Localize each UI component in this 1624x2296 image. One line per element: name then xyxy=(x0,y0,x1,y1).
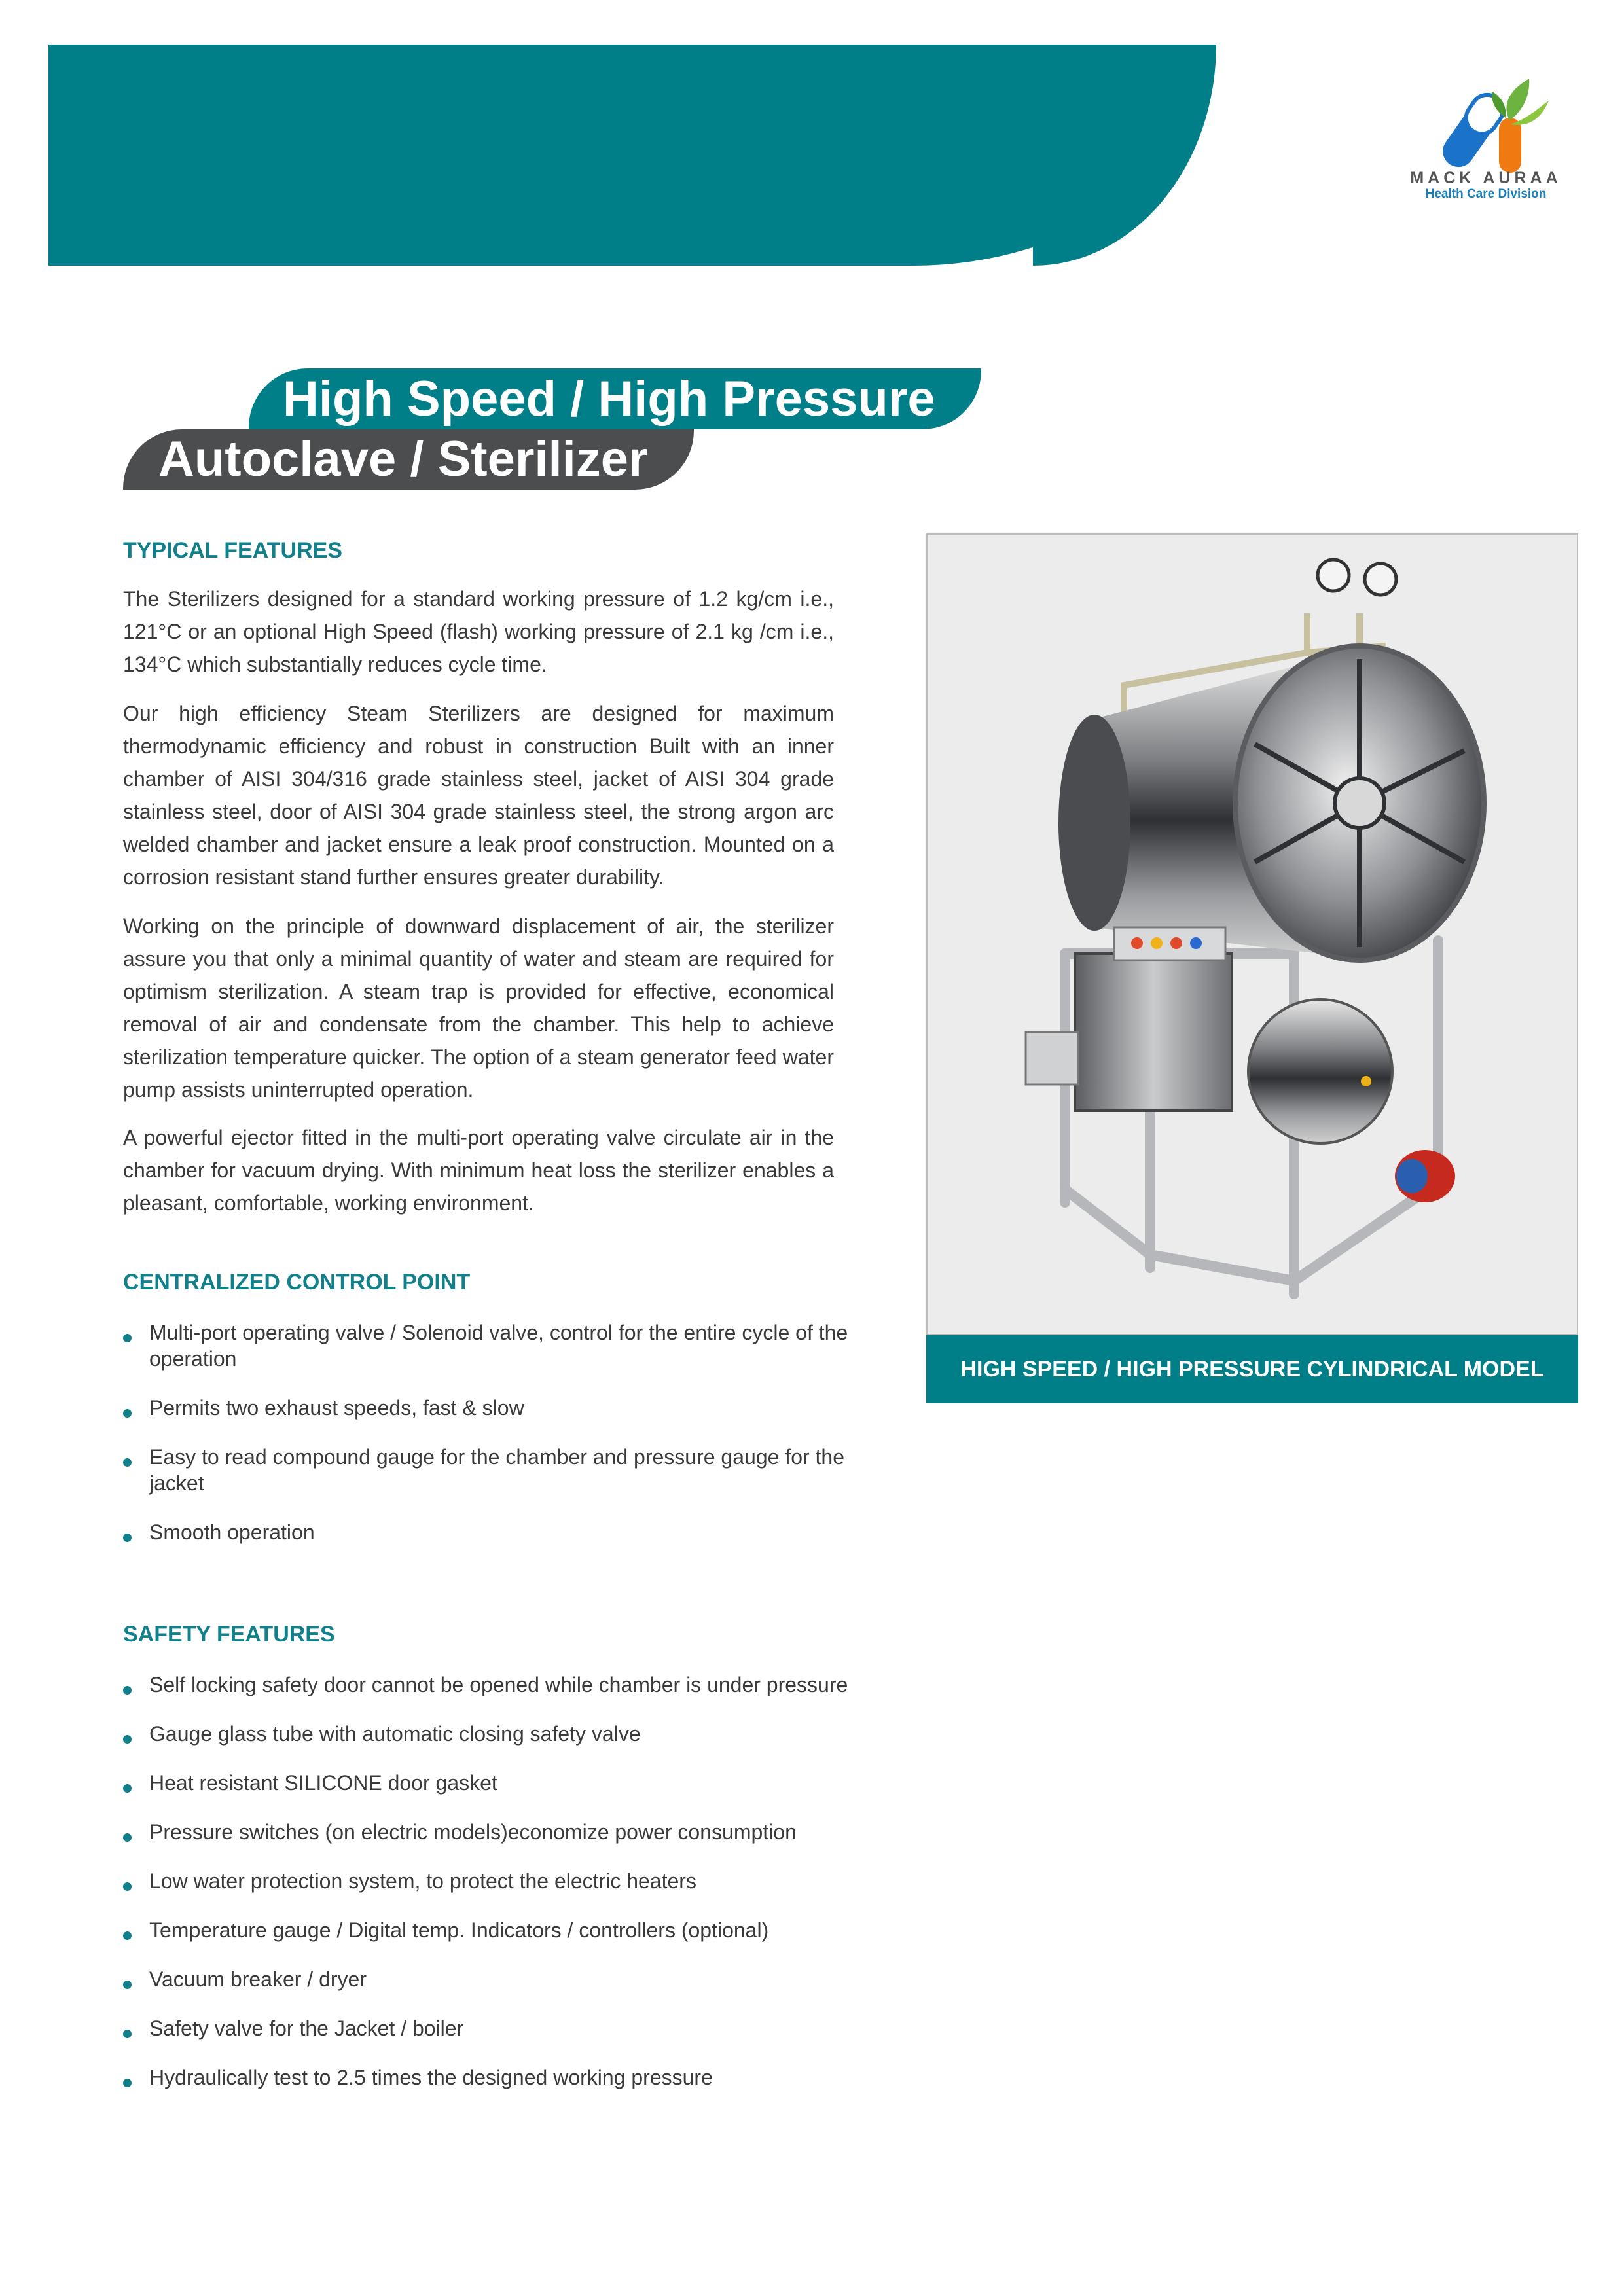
bullet-icon xyxy=(123,1409,132,1418)
list-item: Permits two exhaust speeds, fast & slow xyxy=(123,1395,863,1421)
list-item: Hydraulically test to 2.5 times the designed working pressure xyxy=(123,2064,863,2090)
bullet-icon xyxy=(123,1458,132,1467)
list-item: Pressure switches (on electric models)economize power consumption xyxy=(123,1819,863,1845)
list-item: Heat resistant SILICONE door gasket xyxy=(123,1770,863,1796)
control-box-icon xyxy=(1075,954,1232,1111)
bullet-icon xyxy=(123,2079,132,2087)
bullet-icon xyxy=(123,1882,132,1891)
logo-brand-name: MACK AURAA xyxy=(1410,169,1562,187)
feature-paragraph: The Sterilizers designed for a standard working pressure of 1.2 kg/cm i.e., 121°C or an optional High Speed (flash) working pressure of 2.1 kg /cm i.e., 134°C which substantially reduces cycle time. xyxy=(123,587,834,676)
bullet-icon xyxy=(123,1833,132,1842)
bullet-icon xyxy=(123,1981,132,1989)
list-item: Vacuum breaker / dryer xyxy=(123,1966,863,1992)
page-title-line2: Autoclave / Sterilizer xyxy=(123,429,694,490)
bullet-icon xyxy=(123,1784,132,1793)
list-item: Self locking safety door cannot be opened while chamber is under pressure xyxy=(123,1672,863,1698)
control-point-list xyxy=(123,1319,863,1545)
gauge-icon xyxy=(1318,560,1349,591)
gauge-icon xyxy=(1365,564,1396,595)
bullet-icon xyxy=(123,1931,132,1940)
list-item: Easy to read compound gauge for the chamber and pressure gauge for the jacket xyxy=(123,1444,863,1496)
logo-division: Health Care Division xyxy=(1425,187,1547,201)
feature-paragraph: A powerful ejector fitted in the multi-port operating valve circulate air in the chamber for vacuum drying. With minimum heat loss the sterilizer enables a pleasant, comfortable, working environment. xyxy=(123,1126,834,1215)
page-title-line1: High Speed / High Pressure xyxy=(249,368,981,429)
bullet-icon xyxy=(123,1534,132,1542)
product-photo-frame xyxy=(926,533,1578,1335)
bullet-icon xyxy=(123,2030,132,2038)
list-item: Smooth operation xyxy=(123,1519,863,1545)
safety-features-heading: SAFETY FEATURES xyxy=(123,1622,335,1647)
control-point-heading: CENTRALIZED CONTROL POINT xyxy=(123,1270,471,1295)
safety-features-list xyxy=(123,1672,863,2090)
bullet-icon xyxy=(123,1334,132,1342)
list-item: Low water protection system, to protect the electric heaters xyxy=(123,1868,863,1894)
bullet-icon xyxy=(123,1735,132,1744)
header-band xyxy=(48,45,1214,266)
list-item: Gauge glass tube with automatic closing safety valve xyxy=(123,1721,863,1747)
feature-paragraph: Our high efficiency Steam Sterilizers are designed for maximum thermodynamic efficiency and robust in construction Built with an inner chamber of AISI 304/316 grade stainless steel, jacket of AISI 304 grade stainless steel, door of AISI 304 grade stainless steel, the strong argon arc welded chamber and jacket ensure a leak proof construction. Mounted on a corrosion resistant stand further ensures greater durability. xyxy=(123,702,834,889)
list-item: Safety valve for the Jacket / boiler xyxy=(123,2015,863,2041)
list-item: Multi-port operating valve / Solenoid valve, control for the entire cycle of the operation xyxy=(123,1319,863,1372)
list-item: Temperature gauge / Digital temp. Indicators / controllers (optional) xyxy=(123,1917,863,1943)
autoclave-photo-icon xyxy=(928,535,1577,1334)
feature-paragraph: Working on the principle of downward displacement of air, the sterilizer assure you that only a minimal quantity of water and steam are required for optimism sterilization. A steam trap is provided for effective, economical removal of air and condensate from the chamber. This help to achieve sterilization temperature quicker. The option of a steam generator feed water pump assists uninterrupted operation. xyxy=(123,914,834,1102)
photo-caption: HIGH SPEED / HIGH PRESSURE CYLINDRICAL MODEL xyxy=(926,1335,1578,1403)
bullet-icon xyxy=(123,1686,132,1695)
typical-features-heading: TYPICAL FEATURES xyxy=(123,538,342,563)
